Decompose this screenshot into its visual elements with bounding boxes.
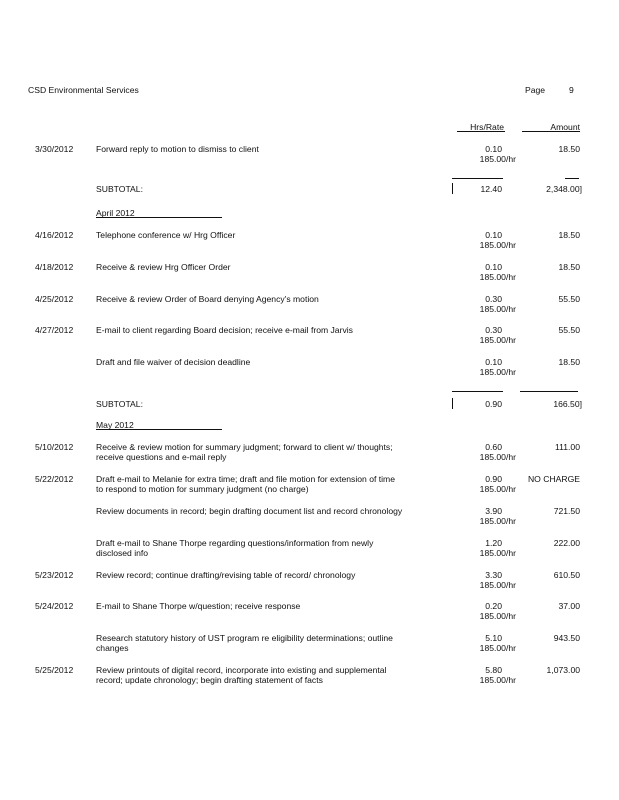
entry-description-cont: receive questions and e-mail reply xyxy=(96,452,227,462)
entry-amount: 37.00 xyxy=(558,601,580,611)
entry-hours: 0.10 xyxy=(485,357,502,367)
entry-date: 4/27/2012 xyxy=(35,325,74,335)
entry-rate: 185.00/hr xyxy=(479,643,516,653)
entry-date: 4/18/2012 xyxy=(35,262,74,272)
entry-hours: 3.30 xyxy=(485,570,502,580)
subtotal-amount: 2,348.00] xyxy=(546,184,582,194)
entry-rate: 185.00/hr xyxy=(479,304,516,314)
entry-rate: 185.00/hr xyxy=(479,580,516,590)
entry-hours: 0.10 xyxy=(485,144,502,154)
entry-amount: 18.50 xyxy=(558,262,580,272)
entry-date: 5/24/2012 xyxy=(35,601,74,611)
entry-amount: 55.50 xyxy=(558,294,580,304)
entry-description-cont: disclosed info xyxy=(96,548,149,558)
entry-hours: 0.30 xyxy=(485,325,502,335)
entry-amount: 721.50 xyxy=(553,506,580,516)
entry-amount: 1,073.00 xyxy=(546,665,580,675)
entry-hours: 0.10 xyxy=(485,230,502,240)
entry-description: E-mail to Shane Thorpe w/question; receive response xyxy=(96,601,301,611)
entry-rate: 185.00/hr xyxy=(479,675,516,685)
month-underline xyxy=(96,429,222,430)
entry-date: 5/23/2012 xyxy=(35,570,74,580)
subtotal-label: SUBTOTAL: xyxy=(96,184,143,194)
entry-description: Review printouts of digital record, incorporate into existing and supplemental xyxy=(96,665,387,675)
entry-rate: 185.00/hr xyxy=(479,154,516,164)
month-heading: May 2012 xyxy=(96,420,134,430)
entry-amount: 18.50 xyxy=(558,230,580,240)
entry-hours: 5.80 xyxy=(485,665,502,675)
entry-hours: 0.60 xyxy=(485,442,502,452)
entry-description: Receive & review motion for summary judgment; forward to client w/ thoughts; xyxy=(96,442,393,452)
entry-rate: 185.00/hr xyxy=(479,240,516,250)
entry-rate: 185.00/hr xyxy=(479,452,516,462)
entry-description-cont: to respond to motion for summary judgment (no charge) xyxy=(96,484,309,494)
company-name: CSD Environmental Services xyxy=(28,85,139,95)
entry-date: 4/16/2012 xyxy=(35,230,74,240)
entry-amount: 943.50 xyxy=(553,633,580,643)
amount-header-underline xyxy=(522,131,580,132)
entry-rate: 185.00/hr xyxy=(479,367,516,377)
entry-description: Review record; continue drafting/revising table of record/ chronology xyxy=(96,570,356,580)
entry-amount: 55.50 xyxy=(558,325,580,335)
subtotal-rule-amount xyxy=(520,391,578,392)
subtotal-label: SUBTOTAL: xyxy=(96,399,143,409)
entry-date: 4/25/2012 xyxy=(35,294,74,304)
entry-hours: 1.20 xyxy=(485,538,502,548)
subtotal-amount: 166.50] xyxy=(553,399,582,409)
entry-hours: 3.90 xyxy=(485,506,502,516)
entry-rate: 185.00/hr xyxy=(479,516,516,526)
entry-description: Draft e-mail to Shane Thorpe regarding questions/information from newly xyxy=(96,538,374,548)
entry-description-cont: changes xyxy=(96,643,129,653)
entry-rate: 185.00/hr xyxy=(479,335,516,345)
entry-amount: 610.50 xyxy=(553,570,580,580)
entry-amount: NO CHARGE xyxy=(527,474,580,484)
subtotal-rule-amount xyxy=(565,178,579,179)
entry-hours: 0.90 xyxy=(485,474,502,484)
entry-rate: 185.00/hr xyxy=(479,272,516,282)
subtotal-hours: 12.40 xyxy=(480,184,502,194)
subtotal-rule-hrs xyxy=(452,178,503,179)
entry-description-cont: record; update chronology; begin drafting statement of facts xyxy=(96,675,323,685)
entry-amount: 222.00 xyxy=(553,538,580,548)
entry-description: Draft e-mail to Melanie for extra time; draft and file motion for extension of time xyxy=(96,474,395,484)
entry-rate: 185.00/hr xyxy=(479,484,516,494)
page-number: 9 xyxy=(569,85,574,95)
entry-date: 5/22/2012 xyxy=(35,474,74,484)
entry-description: Review documents in record; begin drafting document list and record chronology xyxy=(96,506,403,516)
entry-description: E-mail to client regarding Board decision; receive e-mail from Jarvis xyxy=(96,325,353,335)
entry-description: Receive & review Hrg Officer Order xyxy=(96,262,231,272)
entry-amount: 18.50 xyxy=(558,144,580,154)
entry-rate: 185.00/hr xyxy=(479,611,516,621)
entry-amount: 18.50 xyxy=(558,357,580,367)
entry-amount: 111.00 xyxy=(554,442,580,452)
month-underline xyxy=(96,217,222,218)
entry-description: Research statutory history of UST program re eligibility determinations; outline xyxy=(96,633,393,643)
entry-date: 3/30/2012 xyxy=(35,144,74,154)
column-header-amount: Amount xyxy=(550,122,580,132)
subtotal-hours: 0.90 xyxy=(485,399,502,409)
entry-date: 5/10/2012 xyxy=(35,442,74,452)
entry-rate: 185.00/hr xyxy=(479,548,516,558)
page-label: Page xyxy=(525,85,546,95)
entry-description: Draft and file waiver of decision deadline xyxy=(96,357,251,367)
entry-description: Receive & review Order of Board denying Agency's motion xyxy=(96,294,319,304)
entry-description: Forward reply to motion to dismiss to client xyxy=(96,144,259,154)
entry-hours: 0.10 xyxy=(485,262,502,272)
column-header-hrs-rate: Hrs/Rate xyxy=(470,122,504,132)
entry-hours: 0.20 xyxy=(485,601,502,611)
month-heading: April 2012 xyxy=(96,208,135,218)
entry-description: Telephone conference w/ Hrg Officer xyxy=(96,230,236,240)
entry-hours: 0.30 xyxy=(485,294,502,304)
hrs-header-underline xyxy=(457,131,505,132)
entry-hours: 5.10 xyxy=(485,633,502,643)
subtotal-rule-hrs xyxy=(452,391,503,392)
entry-date: 5/25/2012 xyxy=(35,665,74,675)
